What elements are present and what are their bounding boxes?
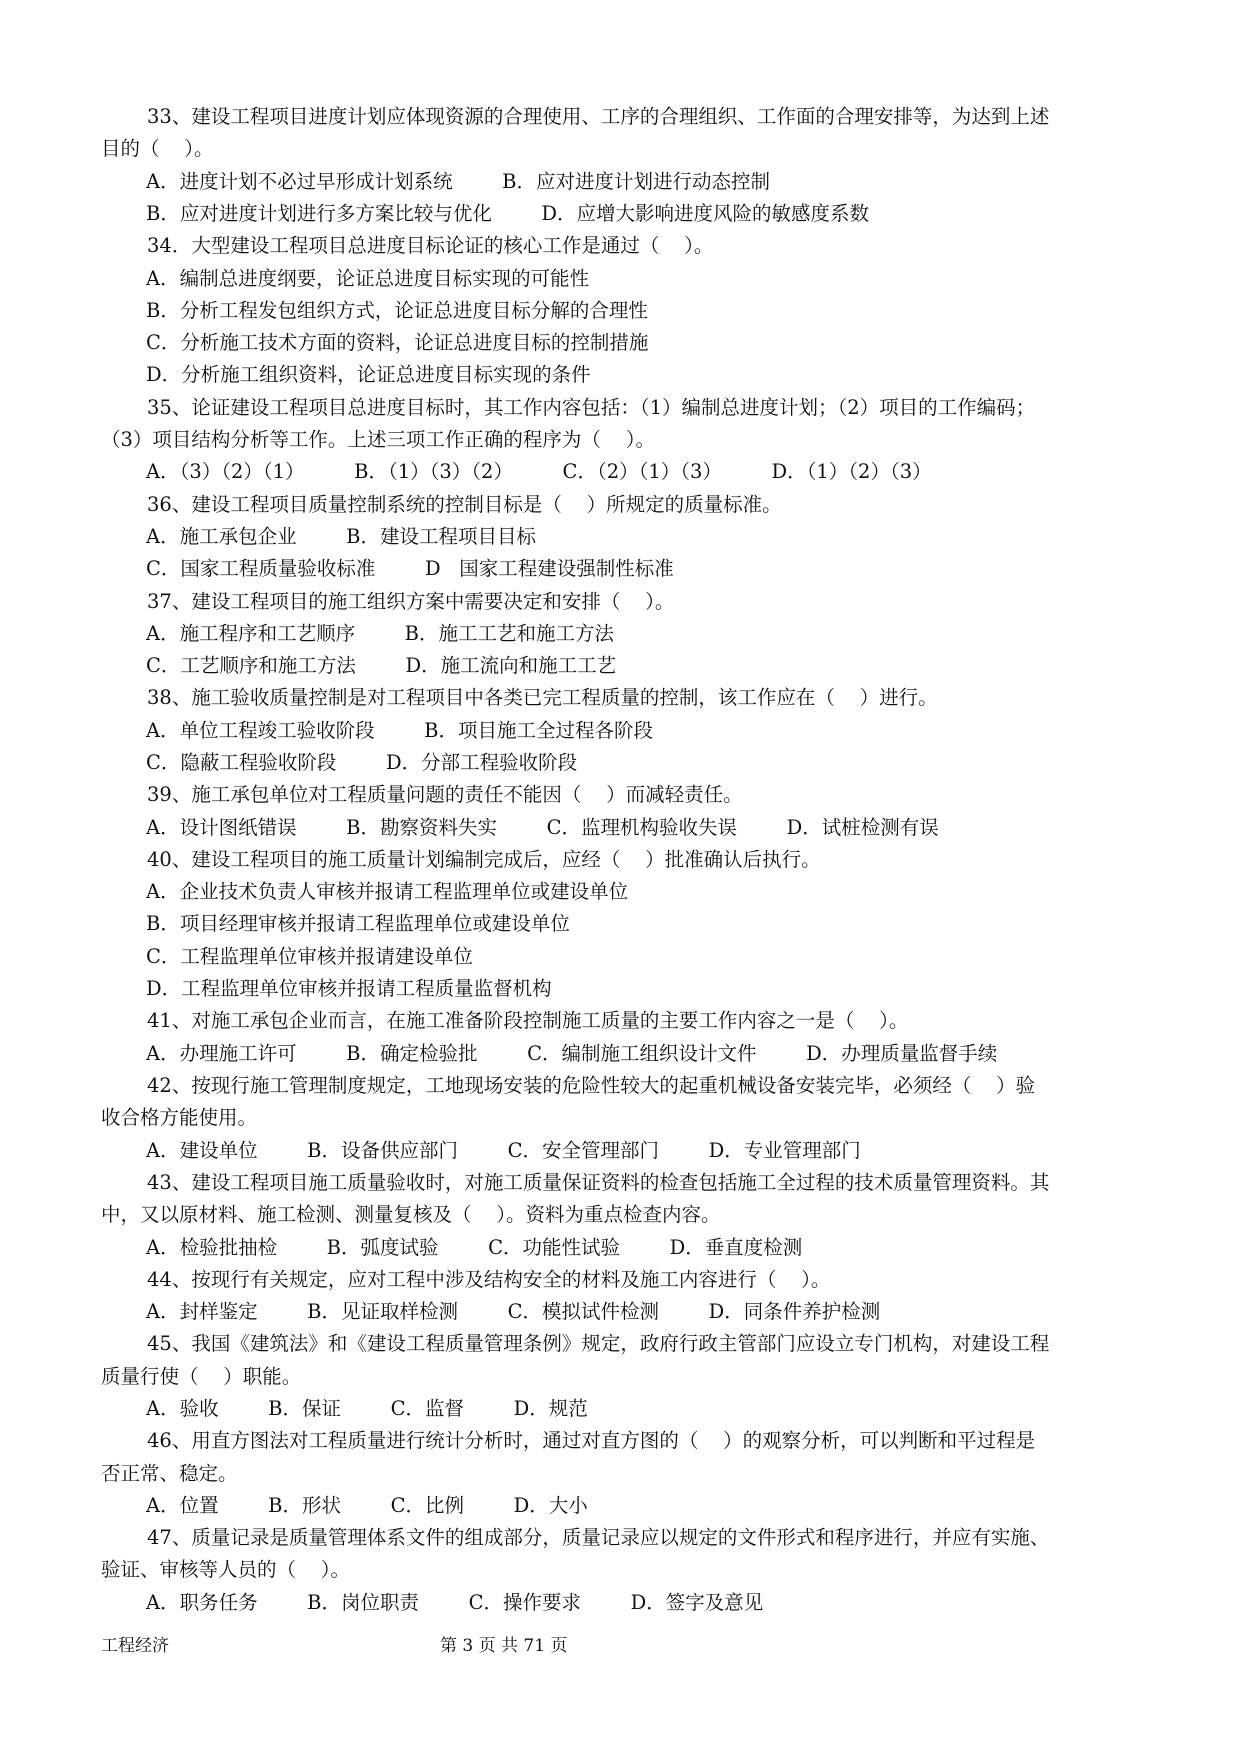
question-text: 44、按现行有关规定，应对工程中涉及结构安全的材料及施工内容进行（ ）。 [147,1268,831,1291]
answer-options: A．办理施工许可 B．确定检验批 C．编制施工组织设计文件 D．办理质量监督手续 [146,1042,998,1065]
answer-options: A．施工程序和工艺顺序 B．施工工艺和施工方法 [146,622,615,645]
answer-options: D．工程监理单位审核并报请工程质量监督机构 [146,977,552,1000]
question-text: 37、建设工程项目的施工组织方案中需要决定和安排（ ）。 [147,590,675,613]
question-text: 43、建设工程项目施工质量验收时，对施工质量保证资料的检查包括施工全过程的技术质量管理资料。其 [147,1171,1050,1194]
footer-page-number: 第 3 页 共 71 页 [440,1636,568,1656]
answer-options: A．设计图纸错误 B．勘察资料失实 C．监理机构验收失误 D．试桩检测有误 [146,816,939,839]
question-text-continued: 验证、审核等人员的（ ）。 [101,1558,351,1581]
answer-options: A．位置 B．形状 C．比例 D．大小 [146,1494,588,1517]
question-text: 46、用直方图法对工程质量进行统计分析时，通过对直方图的（ ）的观察分析，可以判断和平过程是 [147,1429,1036,1452]
answer-options: A．职务任务 B．岗位职责 C．操作要求 D．签字及意见 [146,1591,764,1614]
question-text: 33、建设工程项目进度计划应体现资源的合理使用、工序的合理组织、工作面的合理安排等，为达到上述 [147,105,1050,128]
question-text: 42、按现行施工管理制度规定，工地现场安装的危险性较大的起重机械设备安装完毕，必须经（ ）验 [147,1074,1036,1097]
answer-options: B．应对进度计划进行多方案比较与优化 D．应增大影响进度风险的敏感度系数 [146,202,870,225]
question-text: 40、建设工程项目的施工质量计划编制完成后，应经（ ）批准确认后执行。 [147,848,821,871]
question-text-continued: （3）项目结构分析等工作。上述三项工作正确的程序为（ ）。 [101,428,655,451]
footer-left: 工程经济 [101,1636,169,1656]
answer-options: A．单位工程竣工验收阶段 B．项目施工全过程各阶段 [146,719,654,742]
question-text-continued: 中，又以原材料、施工检测、测量复核及（ ）。资料为重点检查内容。 [101,1203,721,1226]
answer-options: A．建设单位 B．设备供应部门 C．安全管理部门 D．专业管理部门 [146,1139,861,1162]
question-text: 36、建设工程项目质量控制系统的控制目标是（ ）所规定的质量标准。 [147,493,782,516]
question-text: 35、论证建设工程项目总进度目标时，其工作内容包括：（1）编制总进度计划；（2）项目的工作编码； [147,396,1036,419]
answer-options: A．封样鉴定 B．见证取样检测 C．模拟试件检测 D．同条件养护检测 [146,1300,881,1323]
answer-options: A．企业技术负责人审核并报请工程监理单位或建设单位 [146,880,629,903]
answer-options: A．检验批抽检 B．弧度试验 C．功能性试验 D．垂直度检测 [146,1236,803,1259]
question-text: 41、对施工承包企业而言，在施工准备阶段控制施工质量的主要工作内容之一是（ ）。 [147,1009,909,1032]
answer-options: C．工艺顺序和施工方法 D．施工流向和施工工艺 [146,654,617,677]
question-text-continued: 否正常、稳定。 [101,1462,238,1485]
answer-options: C．国家工程质量验收标准 D 国家工程建设强制性标准 [146,557,674,580]
answer-options: A．（3）（2）（1） B．（1）（3）（2） C．（2）（1）（3） D．（1）（2）（3） [146,460,932,483]
question-text: 45、我国《建筑法》和《建设工程质量管理条例》规定，政府行政主管部门应设立专门机构，对建设工程 [147,1332,1050,1355]
question-text-continued: 质量行使（ ）职能。 [101,1365,302,1388]
answer-options: C．隐蔽工程验收阶段 D．分部工程验收阶段 [146,751,578,774]
answer-options: C．工程监理单位审核并报请建设单位 [146,945,473,968]
answer-options: C．分析施工技术方面的资料，论证总进度目标的控制措施 [146,331,649,354]
question-text: 39、施工承包单位对工程质量问题的责任不能因（ ）而减轻责任。 [147,783,743,806]
answer-options: A．施工承包企业 B．建设工程项目目标 [146,525,537,548]
answer-options: B．项目经理审核并报请工程监理单位或建设单位 [146,912,570,935]
answer-options: D．分析施工组织资料，论证总进度目标实现的条件 [146,363,591,386]
question-text: 34．大型建设工程项目总进度目标论证的核心工作是通过（ ）。 [147,234,714,257]
answer-options: A．验收 B．保证 C．监督 D．规范 [146,1397,588,1420]
question-text: 38、施工验收质量控制是对工程项目中各类已完工程质量的控制，该工作应在（ ）进行。 [147,686,938,709]
answer-options: A．进度计划不必过早形成计划系统 B．应对进度计划进行动态控制 [146,170,771,193]
question-text-continued: 收合格方能使用。 [101,1106,258,1129]
question-text: 47、质量记录是质量管理体系文件的组成部分，质量记录应以规定的文件形式和程序进行，并应有实施、 [147,1526,1050,1549]
answer-options: A．编制总进度纲要，论证总进度目标实现的可能性 [146,267,590,290]
answer-options: B．分析工程发包组织方式，论证总进度目标分解的合理性 [146,299,648,322]
question-text-continued: 目的（ ）。 [101,137,214,160]
